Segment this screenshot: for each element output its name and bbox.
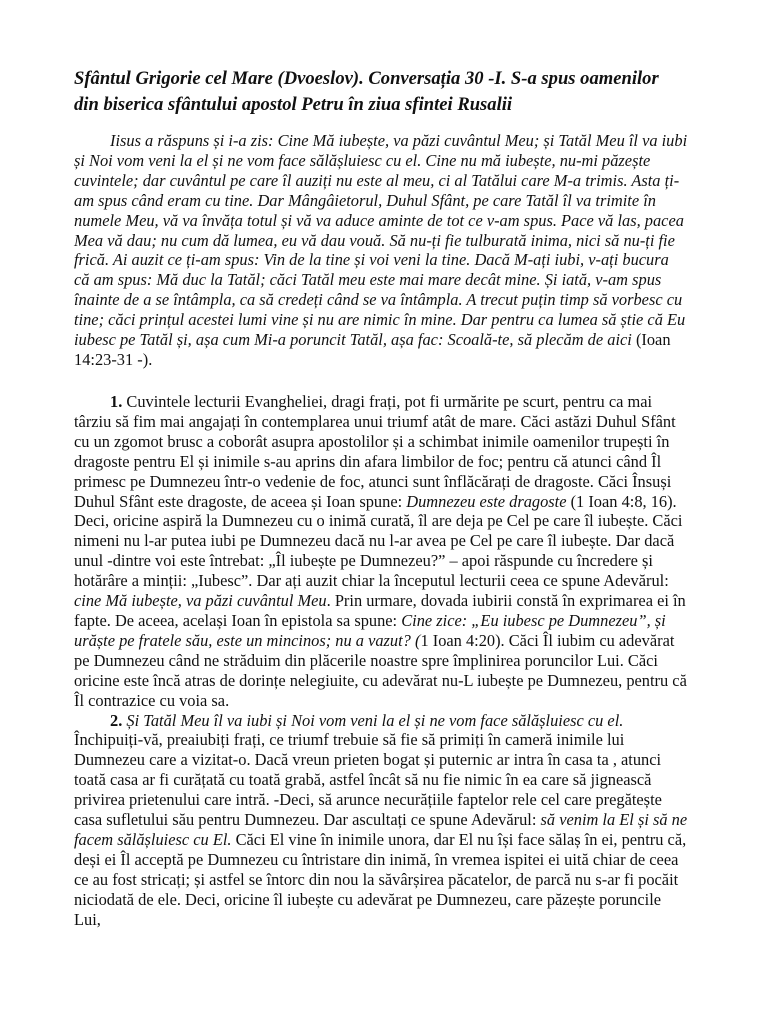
paragraph-2 (74, 711, 688, 930)
paragraph-2-italic-a: Și Tatăl Meu îl va iubi și Noi vom veni la el și ne vom face sălășluiesc cu el. (122, 710, 624, 730)
paragraph-1-text-a: Cuvintele lecturii Evangheliei, dragi frați, pot fi urmărite pe scurt, pentru ca mai târziu să fim mai angajați în contemplarea unui triumf atât de mare. Căci astăzi Duhul Sfânt cu un zgomot brusc a coborât asupra apostolilor și a schimbat inimile oamenilor trupești în dragoste pentru El și inimile s-au aprins din afara limbilor de foc; pentru că atunci când Îl primesc pe Dumnezeu într-o vedenie de foc, atunci sunt înflăcărați de dragoste. Căci Însuși Duhul Sfânt este dragoste, de aceea și Ioan spune: (74, 392, 676, 511)
paragraph-1-text-d: 1 Ioan 4:20). Căci Îl iubim cu adevărat pe Dumnezeu când ne străduim din plăcerile noastre spre împlinirea poruncilor Lui. Căci oricine este încă atras de dorințe nelegiuite, cu adevărat nu-L iubește pe Dumnezeu, pentru că Îl contrazice cu voia sa. (74, 630, 687, 710)
paragraph-1-text-b: (1 Ioan 4:8, 16). Deci, oricine aspiră la Dumnezeu cu o inimă curată, îl are deja pe Cel pe care îl iubește. Căci nimeni nu l-ar putea iubi pe Dumnezeu dacă nu l-ar avea pe Cel pe care îl iubește. Dar dacă unul -dintre voi este întrebat: „Îl iubește pe Dumnezeu?” – apoi răspunde cu încredere și hotărâre a minții: „Iubesc”. Dar ați auzit chiar la începutul lecturii ceea ce spune Adevărul: (74, 491, 683, 591)
gospel-quote-paragraph (74, 131, 688, 370)
gospel-quote-reference: (Ioan 14:23-31 -). (74, 330, 671, 369)
homily-body (74, 392, 688, 929)
document-title (74, 66, 688, 118)
paragraph-2-text-b: Căci El vine în inimile unora, dar El nu își face sălaș în ei, pentru că, deși ei Îl acceptă pe Dumnezeu cu întristare din inimă, în vremea ispitei ei uită chiar de ceea ce au fost stricați; și astfel se întorc din nou la săvârșirea păcatelor, de parcă nu s-ar fi pocăit niciodată de ele. Deci, oricine îl iubește cu adevărat pe Dumnezeu, care păzește poruncile Lui, (74, 829, 687, 929)
paragraph-2-text-a: Închipuiți-vă, preaiubiți frați, ce triumf trebuie să fie să primiți în cameră inimile lui Dumnezeu care a vizitat-o. Dacă vreun prieten bogat și puternic ar intra în casa ta , atunci toată casa ar fi curățată cu toată grabă, astfel încât să nu fie nimic în ea care să jignească privirea prietenului care intră. -Deci, să arunce necurățiile faptelor rele cel care pregătește casa sufletului său pentru Dumnezeu. Dar ascultați ce spune Adevărul: (74, 730, 662, 830)
gospel-quote-text: Iisus a răspuns și i-a zis: Cine Mă iubește, va păzi cuvântul Meu; și Tatăl Meu îl va iubi și Noi vom veni la el și ne vom face sălășluiesc cu el. Cine nu mă iubește, nu-mi păzește cuvintele; dar cuvântul pe care îl auziți nu este al meu, ci al Tatălui care M-a trimis. Asta ți-am spus când eram cu tine. Dar Mângâietorul, Duhul Sfânt, pe care Tatăl îl va trimite în numele Meu, vă va învăța totul și vă va aduce aminte de tot ce v-am spus. Pace vă las, pacea Mea vă dau; nu cum dă lumea, eu vă dau vouă. Să nu-ți fie tulburată inima, nici să nu-ți fie frică. Ai auzit ce ți-am spus: Vin de la tine și voi veni la tine. Dacă M-ați iubi, v-ați bucura că am spus: Mă duc la Tatăl; căci Tatăl meu este mai mare decât mine. Și iată, v-am spus înainte de a se întâmpla, ca să credeți când se va întâmpla. A trecut puțin timp să vorbesc cu tine; căci prințul acestei lumi vine și nu are nimic în mine. Dar pentru ca lumea să știe că Eu iubesc pe Tatăl și, așa cum Mi-a poruncit Tatăl, așa fac: Scoală-te, să plecăm de aici (74, 131, 688, 350)
paragraph-1-number: 1. (110, 392, 123, 411)
title-saint-name: Sfântul Grigorie cel Mare (74, 68, 273, 89)
paragraph-2-italic-b: să venim la El și să ne facem sălășluiesc cu El. (74, 810, 688, 849)
paragraph-1-italic-b: cine Mă iubește, va păzi cuvântul Meu (74, 591, 327, 611)
title-subtitle: (Dvoeslov). Conversația 30 -I. S-a spus oamenilor din biserica sfântului apostol Petru în ziua sfintei Rusalii (74, 68, 659, 115)
paragraph-1-italic-c: Cine zice: „Eu iubesc pe Dumnezeu”, și urăște pe fratele său, este un mincinos; nu a vazut? ( (74, 610, 666, 650)
paragraph-1 (74, 392, 688, 711)
paragraph-2-number: 2. (110, 710, 123, 730)
paragraph-1-italic-a: Dumnezeu este dragoste (406, 491, 567, 511)
paragraph-1-text-c: . Prin urmare, dovada iubirii constă în exprimarea ei în fapte. De aceea, același Ioan în epistola sa spune: (74, 591, 686, 630)
